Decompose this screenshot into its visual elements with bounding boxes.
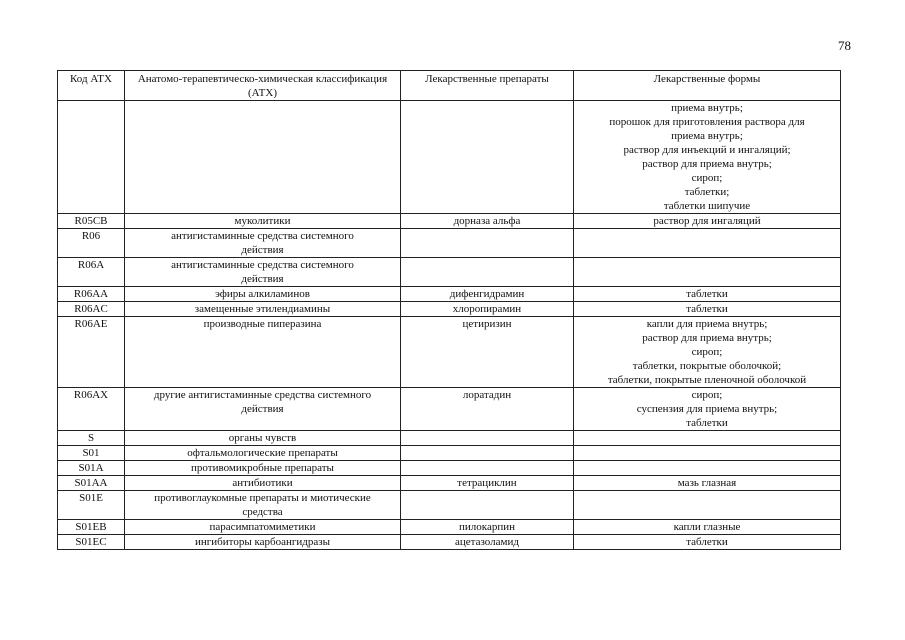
dosage-forms-cell bbox=[574, 491, 841, 520]
dosage-forms-cell-line: таблетки bbox=[686, 536, 728, 548]
drug-cell: дорназа альфа bbox=[401, 214, 574, 229]
atx-code-cell: R06AX bbox=[58, 388, 125, 431]
dosage-forms-cell bbox=[574, 302, 841, 317]
drug-cell: ацетазоламид bbox=[401, 535, 574, 550]
drug-cell bbox=[401, 229, 574, 258]
table-row bbox=[58, 258, 841, 287]
classification-cell bbox=[125, 431, 401, 446]
table-row bbox=[58, 476, 841, 491]
dosage-forms-cell-line: приема внутрь; bbox=[671, 102, 743, 114]
dosage-forms-cell-line: сироп; bbox=[691, 389, 723, 401]
dosage-forms-cell bbox=[574, 388, 841, 431]
table-row bbox=[58, 388, 841, 431]
atx-code-cell: S01E bbox=[58, 491, 125, 520]
header-forms: Лекарственные формы bbox=[574, 71, 841, 101]
classification-cell bbox=[125, 229, 401, 258]
classification-cell bbox=[125, 317, 401, 388]
drug-cell bbox=[401, 461, 574, 476]
dosage-forms-cell bbox=[574, 446, 841, 461]
table-row bbox=[58, 461, 841, 476]
classification-cell-line: антигистаминные средства системного bbox=[171, 230, 354, 242]
classification-cell-line: средства bbox=[242, 506, 283, 518]
classification-cell bbox=[125, 388, 401, 431]
classification-cell-line: производные пиперазина bbox=[203, 318, 322, 330]
header-code: Код АТХ bbox=[58, 71, 125, 101]
classification-cell-line: антибиотики bbox=[232, 477, 293, 489]
dosage-forms-cell-line: приема внутрь; bbox=[671, 130, 743, 142]
dosage-forms-cell-line: капли для приема внутрь; bbox=[646, 318, 768, 330]
classification-cell-line: замещенные этилендиамины bbox=[194, 303, 331, 315]
table-header bbox=[58, 71, 841, 101]
header-classification: Анатомо-терапевтическо-химическая классификация (АТХ) bbox=[125, 71, 401, 101]
classification-cell bbox=[125, 101, 401, 214]
atx-code-cell: S01EC bbox=[58, 535, 125, 550]
atx-code-cell: R06A bbox=[58, 258, 125, 287]
classification-cell-line: эфиры алкиламинов bbox=[215, 288, 310, 300]
dosage-forms-cell bbox=[574, 258, 841, 287]
dosage-forms-cell-line: сироп; bbox=[691, 172, 723, 184]
dosage-forms-cell bbox=[574, 229, 841, 258]
dosage-forms-cell-line: раствор для ингаляций bbox=[653, 215, 761, 227]
table-body bbox=[58, 101, 841, 550]
atx-code-cell bbox=[58, 101, 125, 214]
atx-code-cell: S bbox=[58, 431, 125, 446]
classification-cell bbox=[125, 461, 401, 476]
header-drugs: Лекарственные препараты bbox=[401, 71, 574, 101]
dosage-forms-cell-line: таблетки; bbox=[684, 186, 730, 198]
atx-code-cell: R06AC bbox=[58, 302, 125, 317]
drug-cell bbox=[401, 431, 574, 446]
classification-cell bbox=[125, 476, 401, 491]
classification-cell bbox=[125, 302, 401, 317]
classification-cell bbox=[125, 214, 401, 229]
classification-cell-line: действия bbox=[241, 244, 284, 256]
dosage-forms-cell-line: таблетки, покрытые пленочной оболочкой bbox=[607, 374, 807, 386]
atx-code-cell: S01AA bbox=[58, 476, 125, 491]
dosage-forms-cell-line: сироп; bbox=[691, 346, 723, 358]
dosage-forms-cell-line: таблетки bbox=[686, 417, 728, 429]
drug-cell bbox=[401, 446, 574, 461]
drug-cell: пилокарпин bbox=[401, 520, 574, 535]
classification-cell-line: действия bbox=[241, 403, 284, 415]
dosage-forms-cell bbox=[574, 287, 841, 302]
drug-cell: лоратадин bbox=[401, 388, 574, 431]
drug-cell bbox=[401, 258, 574, 287]
table-row bbox=[58, 446, 841, 461]
dosage-forms-cell-line: таблетки шипучие bbox=[663, 200, 751, 212]
classification-cell-line: парасимпатомиметики bbox=[209, 521, 316, 533]
dosage-forms-cell-line: суспензия для приема внутрь; bbox=[636, 403, 778, 415]
dosage-forms-cell bbox=[574, 535, 841, 550]
dosage-forms-cell-line: раствор для приема внутрь; bbox=[642, 332, 772, 344]
dosage-forms-cell-line: мазь глазная bbox=[677, 477, 737, 489]
dosage-forms-cell-line: таблетки bbox=[686, 303, 728, 315]
dosage-forms-cell bbox=[574, 101, 841, 214]
atx-code-cell: R06 bbox=[58, 229, 125, 258]
dosage-forms-cell bbox=[574, 317, 841, 388]
dosage-forms-cell-line: капли глазные bbox=[673, 521, 741, 533]
table-row bbox=[58, 520, 841, 535]
table-row bbox=[58, 287, 841, 302]
drug-cell: тетрациклин bbox=[401, 476, 574, 491]
drug-cell: цетиризин bbox=[401, 317, 574, 388]
classification-cell-line: ингибиторы карбоангидразы bbox=[195, 536, 330, 548]
atx-code-cell: R06AA bbox=[58, 287, 125, 302]
dosage-forms-cell-line: таблетки bbox=[686, 288, 728, 300]
classification-cell-line: антигистаминные средства системного bbox=[171, 259, 354, 271]
table-row bbox=[58, 302, 841, 317]
classification-cell bbox=[125, 535, 401, 550]
classification-cell bbox=[125, 287, 401, 302]
table-row bbox=[58, 214, 841, 229]
dosage-forms-cell-line: порошок для приготовления раствора для bbox=[609, 116, 805, 128]
drug-cell: хлоропирамин bbox=[401, 302, 574, 317]
atx-table bbox=[57, 70, 841, 550]
dosage-forms-cell bbox=[574, 431, 841, 446]
dosage-forms-cell bbox=[574, 461, 841, 476]
classification-cell-line: муколитики bbox=[234, 215, 291, 227]
table-row bbox=[58, 491, 841, 520]
atx-code-cell: S01A bbox=[58, 461, 125, 476]
drug-cell: дифенгидрамин bbox=[401, 287, 574, 302]
dosage-forms-cell bbox=[574, 214, 841, 229]
dosage-forms-cell-line: таблетки, покрытые оболочкой; bbox=[632, 360, 782, 372]
classification-cell-line: органы чувств bbox=[228, 432, 297, 444]
header-row bbox=[58, 71, 841, 101]
table-row bbox=[58, 317, 841, 388]
drug-cell bbox=[401, 491, 574, 520]
classification-cell bbox=[125, 258, 401, 287]
table-row bbox=[58, 229, 841, 258]
atx-code-cell: R05CB bbox=[58, 214, 125, 229]
dosage-forms-cell-line: раствор для приема внутрь; bbox=[642, 158, 772, 170]
classification-cell bbox=[125, 446, 401, 461]
classification-cell-line: противоглаукомные препараты и миотические bbox=[154, 492, 371, 504]
atx-code-cell: S01EB bbox=[58, 520, 125, 535]
classification-cell bbox=[125, 520, 401, 535]
dosage-forms-cell-line: раствор для инъекций и ингаляций; bbox=[623, 144, 791, 156]
atx-code-cell: S01 bbox=[58, 446, 125, 461]
table-row bbox=[58, 431, 841, 446]
classification-cell-line: действия bbox=[241, 273, 284, 285]
page-number: 78 bbox=[838, 38, 851, 53]
classification-cell-line: офтальмологические препараты bbox=[187, 447, 338, 459]
dosage-forms-cell bbox=[574, 520, 841, 535]
classification-cell-line: другие антигистаминные средства системного bbox=[153, 389, 372, 401]
classification-cell bbox=[125, 491, 401, 520]
atx-code-cell: R06AE bbox=[58, 317, 125, 388]
classification-cell-line: противомикробные препараты bbox=[191, 462, 334, 474]
table-row bbox=[58, 101, 841, 214]
drug-cell bbox=[401, 101, 574, 214]
table-row bbox=[58, 535, 841, 550]
dosage-forms-cell bbox=[574, 476, 841, 491]
